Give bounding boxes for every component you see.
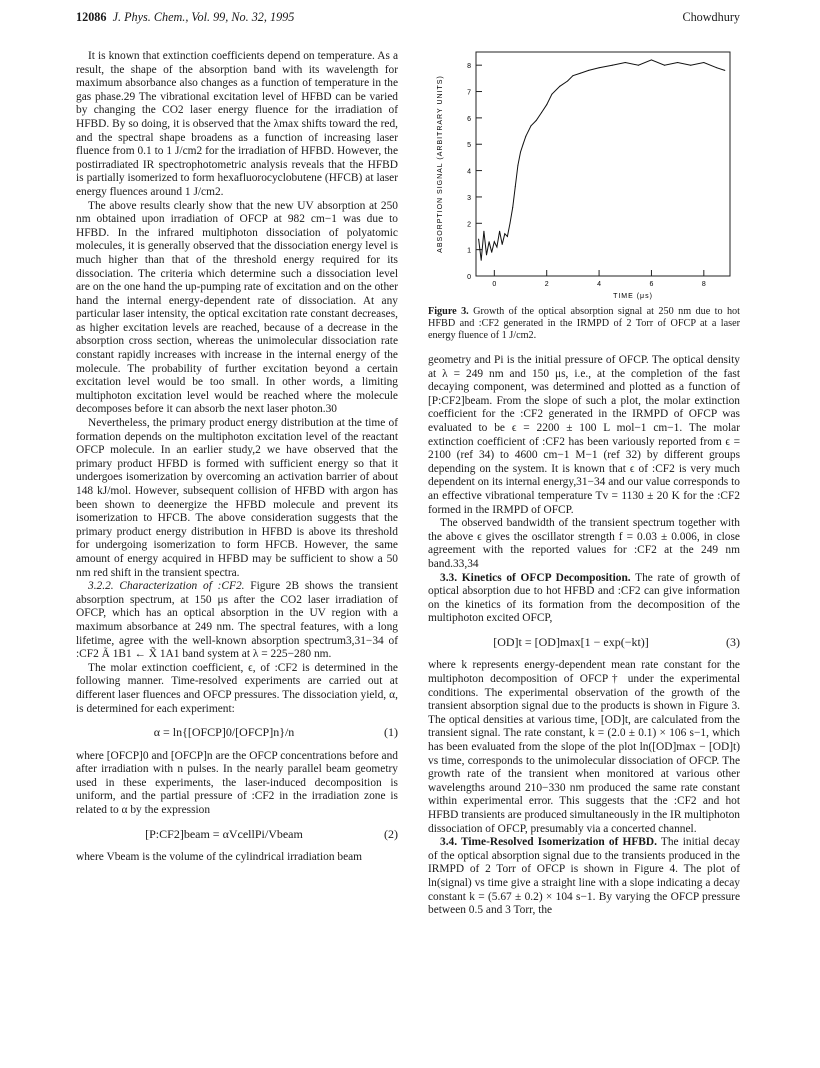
figure-3 <box>428 44 740 304</box>
data-point <box>517 165 518 166</box>
header-citation <box>76 10 294 25</box>
y-tick-label: 4 <box>467 168 471 176</box>
paragraph: Nevertheless, the primary product energy distribution at the time of formation depends on the multiphoton excitation level of the reactant OFCP molecule. In an earlier study,2 we have observed that the primary product HFBD is formed with sufficient energy so that it undergoes isomerization by overcoming an activation barrier of about 148 kJ/mol. However, subsequent collision of HFBD with argon has been shown to deenergize the HFBD molecule and prevent its isomerization to HFCB. The above consideration suggests that the primary product energy distribution in HFBD is above its threshold for undergoing isomerization to form HFCB. However, the same amount of energy acquired in HFBD may be sufficient to show a 50 nm red shift in the transient spectra. <box>76 417 398 579</box>
equation-body: α = ln{[OFCP]0/[OFCP]n}/n <box>153 725 295 740</box>
data-point <box>515 186 516 187</box>
paragraph: The observed bandwidth of the transient spectrum together with the above ϵ gives the oscillator strength f = 0.03 ± 0.006, in close agreement with the reported values for :CF2 at the 249 nm band.33,34 <box>428 517 740 570</box>
data-point <box>499 231 500 232</box>
paragraph: The above results clearly show that the new UV absorption at 250 nm obtained upon irradiation of OFCP at 982 cm−1 was due to HFBD. In the infrared multiphoton dissociation of polyatomic molecules, it is generally observed that the dissociation energy level is much higher than that of the threshold energy required for its dissociation. The criteria which determine such a dissociation level are on the one hand the up-pumping rate of excitation and on the other hand the internal energy-dependent rate of dissociation. At any particular laser intensity, the optical excitation rate constant decreases, as higher excitation levels are reached, because of a decrease in the absorption cross section, whereas the unimolecular dissociation rate constant rapidly increases with increase in the internal energy of the molecule. The probability of further excitation beyond a certain excitation level would be too small. In other words, a limiting multiphoton excitation level would be reached where the molecule decomposes before it can absorb the next laser photon.30 <box>76 199 398 416</box>
x-tick-label: 4 <box>597 281 602 288</box>
plot-frame <box>476 52 730 276</box>
y-tick-label: 7 <box>467 89 471 97</box>
data-point <box>572 75 573 76</box>
data-point <box>703 62 704 63</box>
equation-body: [P:CF2]beam = αVcellPi/Vbeam <box>145 826 303 841</box>
equation-body: [OD]t = [OD]max[1 − exp(−kt)] <box>493 634 649 649</box>
data-point <box>481 260 482 261</box>
y-axis-label: ABSORPTION SIGNAL (ARBITRARY UNITS) <box>437 75 444 253</box>
y-tick-label: 5 <box>467 142 471 150</box>
data-point <box>507 236 508 237</box>
paragraph <box>76 580 398 662</box>
left-column <box>76 50 398 865</box>
data-point <box>599 67 600 68</box>
data-point <box>523 144 524 145</box>
data-point <box>724 70 725 71</box>
equation-number: (3) <box>726 634 740 649</box>
signal-curve <box>478 59 725 260</box>
caption-text: Growth of the optical absorption signal at 250 nm due to hot HFBD and :CF2 generated in the IRMPD of 2 Torr of OFCP at a laser energy fluence of 1 J/cm2. <box>428 306 740 341</box>
y-tick-label: 1 <box>467 247 471 255</box>
paragraph: It is known that extinction coefficients depend on temperature. As a result, the shape of the absorption band with its wavelength for maximum absorbance also changes as a function of temperature in the gas phase.29 The vibrational excitation level of HFBD can be varied by changing the CO2 laser energy fluence for the irradiation of HFBD. By so doing, it is observed that the λmax shifts toward the red, and the spectral shape broadens as a function of increasing laser fluence from 0.1 to 1 J/cm2 for the irradiation of HFBD. However, the postirradiated IR spectrophotometric analysis reveals that the HFBD is partially isomerized to form hexafluorocyclobutene (HFCB) at laser energy fluences around 1 J/cm2. <box>76 50 398 198</box>
data-point <box>496 247 497 248</box>
data-point <box>551 94 552 95</box>
data-point <box>546 104 547 105</box>
data-point <box>502 244 503 245</box>
data-point <box>567 81 568 82</box>
journal-citation: J. Phys. Chem., Vol. 99, No. 32, 1995 <box>112 10 295 24</box>
data-point <box>690 65 691 66</box>
data-point <box>510 223 511 224</box>
y-tick-label: 3 <box>467 194 471 202</box>
paragraph-text: The initial decay of the optical absorption signal due to the transients produced in the IRMPD of 2 Torr of OFCP is shown in Figure 4. The plot of ln(signal) vs time give a straight line with a slope indicating a decay constant k = (5.67 ± 0.2) × 104 s−1. By varying the OFCP pressure between 0.5 and 3 Torr, the <box>428 836 740 917</box>
data-point <box>520 152 521 153</box>
y-tick-label: 6 <box>467 115 471 123</box>
x-tick-label: 2 <box>544 281 549 288</box>
right-column <box>428 354 740 918</box>
signal-trace <box>479 60 725 260</box>
section-heading: 3.4. Time-Resolved Isomerization of HFBD. <box>440 836 657 849</box>
figure-caption <box>428 306 740 342</box>
data-point <box>664 65 665 66</box>
x-ticks <box>492 270 705 288</box>
data-point <box>716 67 717 68</box>
data-point <box>580 73 581 74</box>
data-point <box>494 241 495 242</box>
data-point <box>491 252 492 253</box>
x-tick-label: 0 <box>492 281 497 288</box>
running-author: Chowdhury <box>682 10 740 24</box>
paragraph: where k represents energy-dependent mean rate constant for the multiphoton decomposition of OFCP† under the experimental conditions. The experimental observation of the growth of the transient absorption signal due to the products is shown in Figure 3. The optical densities at various time, [OD]t, are calculated from the transient signal. The rate constant, k = (2.0 ± 0.1) × 106 s−1, which has been evaluated from the slope of the plot ln([OD]max − [OD]t) vs time, corresponds to the unimolecular dissociation of OFCP. The growth rate of the transient when monitored at various other wavelengths around 210−330 nm produced the same rate constant within experimental error. This suggests that the :CF2 and hot HFBD transients are produced simultaneously in the IR multiphoton dissociation of OFCP, presumably via a concerted channel. <box>428 659 740 835</box>
x-axis-label: TIME (μs) <box>613 293 653 300</box>
figure-3-chart <box>428 44 740 304</box>
data-point <box>625 62 626 63</box>
y-tick-label: 0 <box>467 274 471 281</box>
paragraph: The molar extinction coefficient, ϵ, of :CF2 is determined in the following manner. Time-resolved experiments are carried out at different laser fluences and OFCP pressures. The dissociation yield, α, is determined for each experiment: <box>76 661 398 715</box>
equation-2 <box>76 828 398 842</box>
equation-number: (2) <box>384 826 398 841</box>
data-point <box>489 241 490 242</box>
data-point <box>651 59 652 60</box>
x-tick-label: 6 <box>649 281 654 288</box>
data-point <box>638 65 639 66</box>
data-point <box>559 86 560 87</box>
data-point <box>504 233 505 234</box>
page-number: 12086 <box>76 10 107 24</box>
paragraph <box>428 836 740 918</box>
subsection-heading: 3.2.2. Characterization of :CF2. <box>88 580 245 593</box>
data-point <box>531 125 532 126</box>
paragraph-text: The rate of growth of optical absorption due to hot HFBD and :CF2 can give information on the kinetics of its formation from the decomposition of the multiphoton excited OFCP, <box>428 571 741 625</box>
data-point <box>541 112 542 113</box>
x-tick-label: 8 <box>701 281 706 288</box>
y-tick-label: 8 <box>467 63 471 71</box>
caption-label: Figure 3. <box>428 306 469 317</box>
y-tick-label: 2 <box>467 221 471 229</box>
paragraph: where [OFCP]0 and [OFCP]n are the OFCP concentrations before and after irradiation with n pulses. In the nearly parallel beam geometry used in these experiments, the laser-induced decomposition is uniform, and the partial pressure of :CF2 in the irradiation zone is related to α by the expression <box>76 749 398 817</box>
paragraph: geometry and Pi is the initial pressure of OFCP. The optical density at λ = 249 nm and 150 μs, i.e., at the completion of the fast decaying component, was determined and plotted as a function of [P:CF2]beam. From the slope of such a plot, the molar extinction coefficient for the :CF2 generated in the IRMPD of OFCP was evaluated to be ϵ = 2200 ± 100 L mol−1 cm−1. The molar extinction coefficient of :CF2 has been variously reported from ϵ = 2100 (ref 34) to 4600 cm−1 M−1 (ref 32) by different groups depending on the system. It is known that ϵ of :CF2 is very much dependent on its internal energy,31−34 and our value corresponds to an effective vibrational temperature Tv = 1130 ± 20 K for the :CF2 formed in the IRMPD of OFCP. <box>428 354 740 516</box>
data-point <box>483 231 484 232</box>
paragraph-text: Figure 2B shows the transient absorption spectrum, at 150 μs after the CO2 laser irradiation of OFCP, which has an optical absorption in the UV region with a maximum absorbance at 249 nm. The spectral features, with a long lifetime, agree with the well-known absorption spectrum3,31−34 of :CF2 Ã 1B1 ← X̃ 1A1 band system at λ = 225−280 nm. <box>76 580 398 661</box>
data-point <box>536 120 537 121</box>
page-header <box>76 10 740 28</box>
data-point <box>478 239 479 240</box>
data-point <box>677 62 678 63</box>
data-point <box>525 136 526 137</box>
data-point <box>612 65 613 66</box>
section-heading: 3.3. Kinetics of OFCP Decomposition. <box>440 571 631 584</box>
paragraph: where Vbeam is the volume of the cylindrical irradiation beam <box>76 851 363 864</box>
paragraph <box>428 572 740 626</box>
equation-3 <box>428 636 740 650</box>
equation-1 <box>76 726 398 740</box>
equation-number: (1) <box>384 725 398 740</box>
data-point <box>588 70 589 71</box>
data-point <box>486 254 487 255</box>
data-point <box>512 207 513 208</box>
